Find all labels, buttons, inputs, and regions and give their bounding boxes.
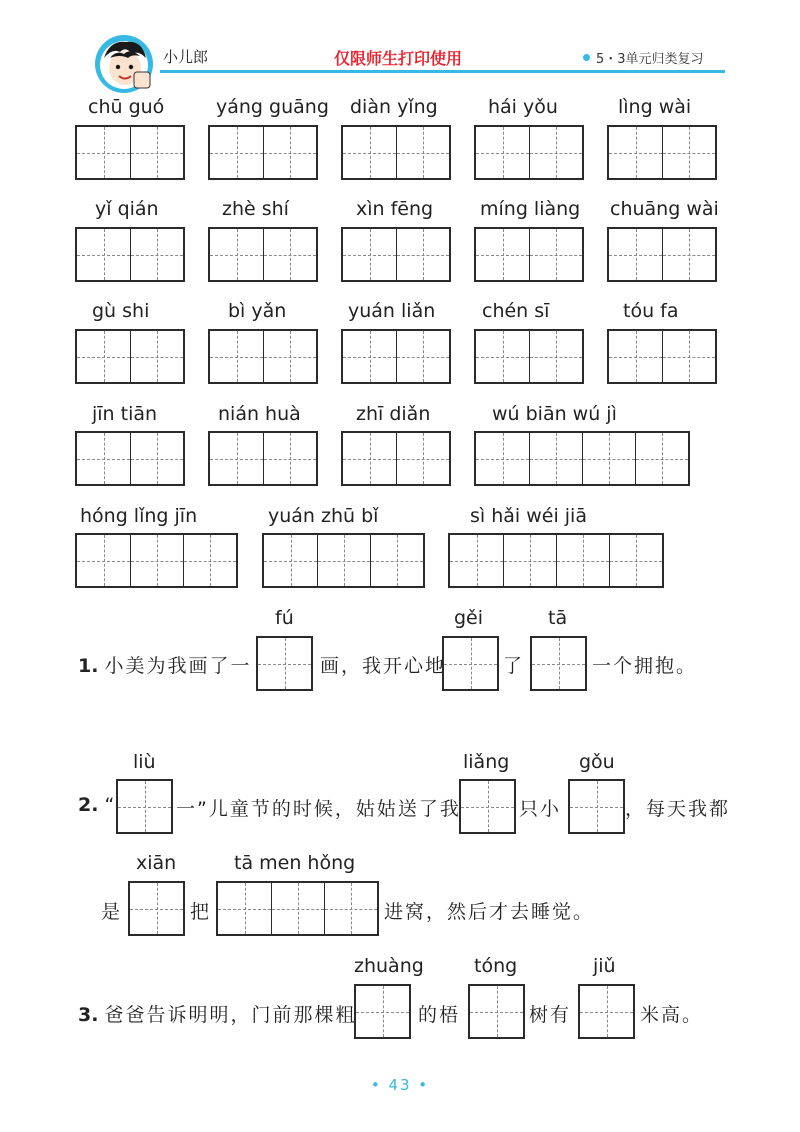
writing-box[interactable] [208,329,318,384]
pinyin-prompt: zhè shí [222,198,289,220]
writing-box[interactable] [262,533,425,588]
header-rule [160,70,725,73]
answer-box[interactable] [468,984,525,1039]
sentence-text: 一”儿童节的时候，姑姑送了我 [176,798,461,820]
question-number: 2. [78,794,99,816]
answer-box[interactable] [354,984,411,1039]
sentence-text: 3. 爸爸告诉明明，门前那棵粗 [78,1004,357,1026]
pinyin-prompt: zhī diǎn [356,403,431,425]
answer-box[interactable] [568,779,625,834]
writing-box[interactable] [208,125,318,180]
writing-box[interactable] [75,125,185,180]
sentence-text: 树有 [529,1004,572,1026]
writing-box[interactable] [75,227,185,282]
sentence-text: 是 [101,901,123,923]
writing-box[interactable] [474,125,584,180]
writing-box[interactable] [75,533,238,588]
question-number: 3. [78,1004,99,1026]
writing-box[interactable] [208,227,318,282]
answer-box[interactable] [530,636,587,691]
pinyin-prompt: míng liàng [480,198,581,220]
pinyin-prompt: gǒu [579,751,615,773]
unit-title: 5・3单元归类复习 [596,52,704,67]
pinyin-prompt: lìng wài [618,96,692,118]
pinyin-prompt: chuāng wài [610,198,719,220]
sentence-text: 画，我开心地 [320,655,447,677]
question-number: 1. [78,655,99,677]
pinyin-prompt: jiǔ [593,955,616,977]
pinyin-prompt: chū guó [88,96,165,118]
print-notice: 仅限师生打印使用 [334,49,463,68]
pinyin-prompt: bì yǎn [228,300,287,322]
pinyin-prompt: gěi [454,607,484,629]
pinyin-prompt: xìn fēng [356,198,434,220]
pinyin-prompt: diàn yǐng [350,96,438,118]
answer-box[interactable] [116,779,173,834]
pinyin-prompt: liǎng [463,751,510,773]
pinyin-prompt: jīn tiān [92,403,158,425]
answer-box[interactable] [216,881,379,936]
writing-box[interactable] [341,431,451,486]
sentence-text: 把 [190,901,212,923]
pinyin-prompt: chén sī [482,300,550,322]
writing-box[interactable] [448,533,664,588]
sentence-text: 1. 小美为我画了一 [78,655,252,677]
pinyin-prompt: nián huà [218,403,301,425]
writing-box[interactable] [607,227,717,282]
pinyin-prompt: tā [548,607,568,629]
writing-box[interactable] [341,227,451,282]
writing-box[interactable] [607,125,717,180]
page-number: • 43 • [370,1076,430,1094]
answer-box[interactable] [442,636,499,691]
pinyin-prompt: tā men hǒng [234,852,356,874]
pinyin-prompt: yuán liǎn [348,300,436,322]
answer-box[interactable] [578,984,635,1039]
pinyin-prompt: yǐ qián [95,198,159,220]
pinyin-prompt: fú [275,607,294,629]
writing-box[interactable] [75,329,185,384]
pinyin-prompt: sì hǎi wéi jiā [470,505,587,527]
pinyin-prompt: xiān [136,852,177,874]
sentence-text: 的梧 [418,1004,461,1026]
sentence-text: 米高。 [640,1004,704,1026]
pinyin-prompt: yáng guāng [216,96,329,118]
sentence-text: ，每天我都 [625,798,731,820]
pinyin-prompt: hái yǒu [488,96,558,118]
writing-box[interactable] [474,329,584,384]
writing-box[interactable] [474,227,584,282]
pinyin-prompt: hóng lǐng jīn [80,505,198,527]
answer-box[interactable] [256,636,313,691]
writing-box[interactable] [474,431,690,486]
sentence-text: 一个拥抱。 [592,655,698,677]
sentence-text: 了 [503,655,525,677]
pinyin-prompt: liù [133,751,156,773]
sentence-text: 进窝，然后才去睡觉。 [384,901,595,923]
answer-box[interactable] [459,779,516,834]
writing-box[interactable] [607,329,717,384]
pinyin-prompt: gù shi [92,300,150,322]
writing-box[interactable] [208,431,318,486]
pinyin-prompt: wú biān wú jì [492,403,617,425]
brand-label: 小儿郎 [163,48,209,66]
writing-box[interactable] [75,431,185,486]
pinyin-prompt: zhuàng [354,955,424,977]
sentence-text: 2. “ [78,794,117,816]
writing-box[interactable] [341,329,451,384]
writing-box[interactable] [341,125,451,180]
boy-mascot-logo [90,32,164,96]
pinyin-prompt: tóng [474,955,518,977]
pinyin-prompt: yuán zhū bǐ [268,505,379,527]
unit-bullet-icon [583,54,590,61]
answer-box[interactable] [128,881,185,936]
pinyin-prompt: tóu fa [623,300,679,322]
sentence-text: 只小 [519,798,562,820]
